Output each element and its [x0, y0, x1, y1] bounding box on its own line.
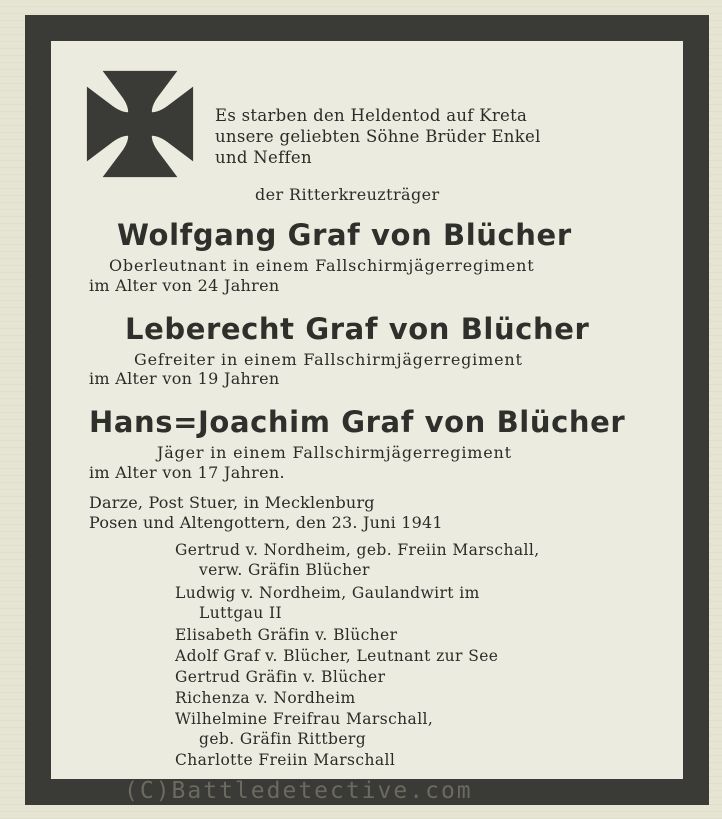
- intro-line-3: und Neffen: [215, 148, 312, 167]
- son-1-name: Wolfgang Graf von Blücher: [117, 218, 572, 252]
- intro-line-2: unsere geliebten Söhne Brüder Enkel: [215, 127, 541, 146]
- son-2-rank: Gefreiter in einem Fallschirmjägerregiment: [134, 350, 523, 369]
- mourner-line-5: Elisabeth Gräfin v. Blücher: [175, 626, 398, 644]
- son-1-age: im Alter von 24 Jahren: [89, 276, 280, 295]
- intro-line-1: Es starben den Heldentod auf Kreta: [215, 106, 528, 125]
- son-1-rank: Oberleutnant in einem Fallschirmjägerregiment: [109, 256, 535, 275]
- obituary-content: [51, 41, 683, 779]
- mourner-line-9: Wilhelmine Freifrau Marschall,: [175, 710, 434, 728]
- mourner-line-6: Adolf Graf v. Blücher, Leutnant zur See: [175, 647, 499, 665]
- obituary-frame: [25, 15, 709, 805]
- place-line-1: Darze, Post Stuer, in Mecklenburg: [89, 493, 375, 512]
- son-3-rank: Jäger in einem Fallschirmjägerregiment: [157, 443, 512, 462]
- ritterkreuz-line: der Ritterkreuzträger: [255, 185, 440, 204]
- place-line-2: Posen und Altengottern, den 23. Juni 1941: [89, 513, 443, 532]
- mourner-line-10: geb. Gräfin Rittberg: [199, 730, 367, 748]
- son-2-age: im Alter von 19 Jahren: [89, 369, 280, 388]
- mourner-line-3: Ludwig v. Nordheim, Gaulandwirt im: [175, 584, 480, 602]
- iron-cross-icon: [81, 65, 199, 183]
- son-3-age: im Alter von 17 Jahren.: [89, 463, 285, 482]
- son-3-name: Hans=Joachim Graf von Blücher: [89, 405, 626, 439]
- mourner-line-4: Luttgau II: [199, 604, 283, 622]
- mourner-line-8: Richenza v. Nordheim: [175, 689, 356, 707]
- mourner-line-1: Gertrud v. Nordheim, geb. Freiin Marschall,: [175, 541, 540, 559]
- son-2-name: Leberecht Graf von Blücher: [125, 312, 590, 346]
- mourner-line-2: verw. Gräfin Blücher: [199, 561, 370, 579]
- watermark: (C)Battledetective.com: [124, 778, 473, 804]
- mourner-line-7: Gertrud Gräfin v. Blücher: [175, 668, 386, 686]
- mourner-line-11: Charlotte Freiin Marschall: [175, 751, 396, 769]
